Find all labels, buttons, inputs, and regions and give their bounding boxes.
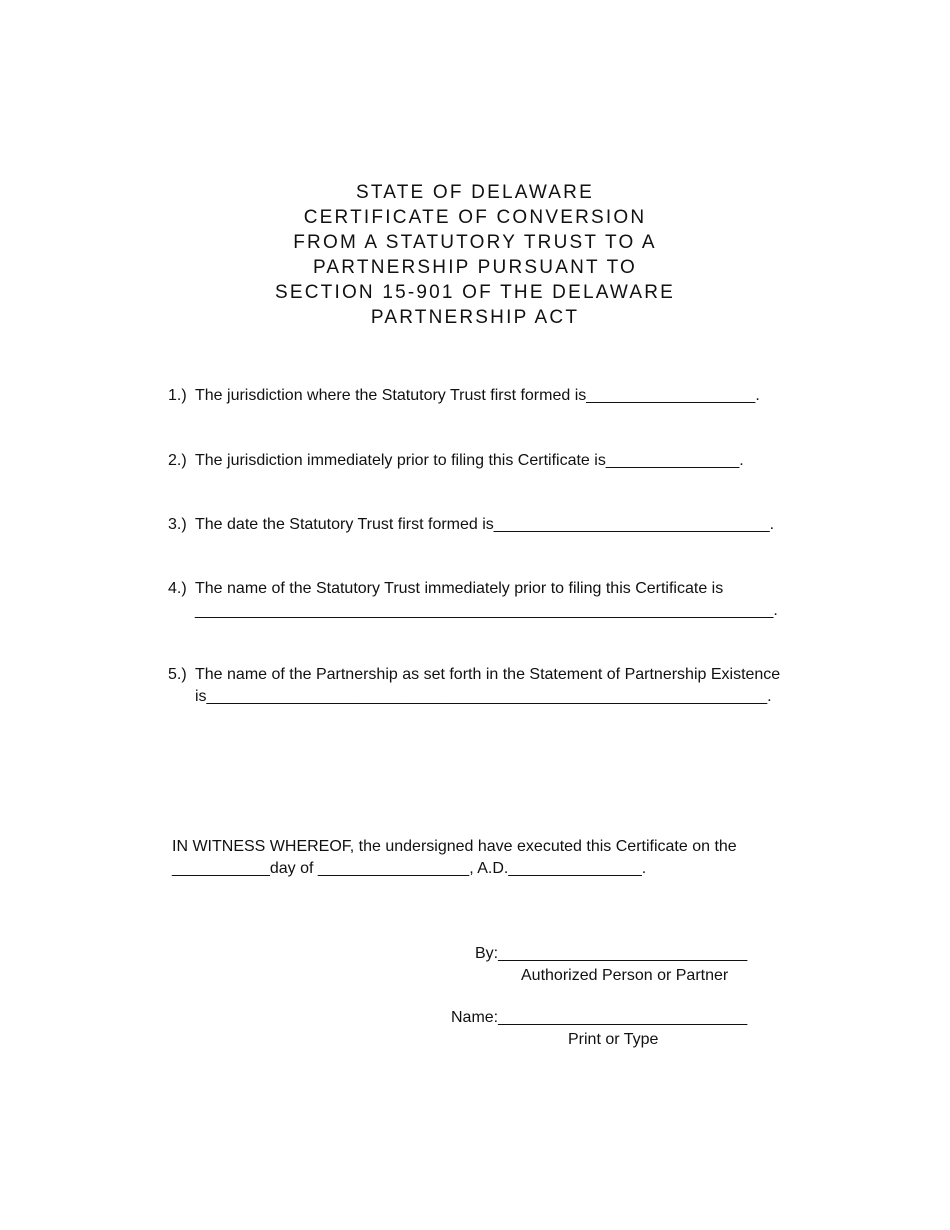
title-line: CERTIFICATE OF CONVERSION <box>303 207 647 228</box>
item-number: 2.) <box>168 452 187 469</box>
signature-name-caption: Print or Type <box>568 1031 659 1048</box>
item-blank-line[interactable]: _________________________________________________________________. <box>195 602 778 619</box>
item-4-trust-name <box>168 578 818 622</box>
item-2-jurisdiction-prior <box>168 450 818 472</box>
document-title <box>0 180 950 330</box>
item-text-blank[interactable]: The jurisdiction immediately prior to filing this Certificate is_______________. <box>195 452 744 469</box>
item-number: 5.) <box>168 666 187 683</box>
signature-name-line[interactable]: Name:____________________________ <box>451 1009 748 1026</box>
item-number: 4.) <box>168 580 187 597</box>
signature-by-line[interactable]: By:____________________________ <box>475 945 748 962</box>
item-text: The name of the Partnership as set forth in the Statement of Partnership Existence <box>195 666 781 683</box>
signature-by-caption: Authorized Person or Partner <box>521 967 729 984</box>
title-line: PARTNERSHIP PURSUANT TO <box>312 257 638 278</box>
item-text-blank[interactable]: The date the Statutory Trust first formed is_______________________________. <box>195 516 775 533</box>
witness-clause <box>172 836 812 880</box>
title-line: PARTNERSHIP ACT <box>370 307 580 328</box>
item-1-jurisdiction-first-formed <box>168 385 818 407</box>
item-text: The name of the Statutory Trust immediately prior to filing this Certificate is <box>195 580 724 597</box>
item-5-partnership-name <box>168 664 818 708</box>
witness-line-1: IN WITNESS WHEREOF, the undersigned have executed this Certificate on the <box>172 838 737 855</box>
item-text-blank[interactable]: The jurisdiction where the Statutory Trust first formed is___________________. <box>195 387 760 404</box>
item-3-date-formed <box>168 514 818 536</box>
witness-date-blanks[interactable]: ___________day of _________________, A.D._______________. <box>172 860 647 877</box>
title-line: SECTION 15-901 OF THE DELAWARE <box>275 282 675 303</box>
title-line: STATE OF DELAWARE <box>356 182 594 203</box>
item-blank-line[interactable]: is_______________________________________________________________. <box>195 688 772 705</box>
title-line: FROM A STATUTORY TRUST TO A <box>293 232 657 253</box>
item-number: 3.) <box>168 516 187 533</box>
item-number: 1.) <box>168 387 187 404</box>
